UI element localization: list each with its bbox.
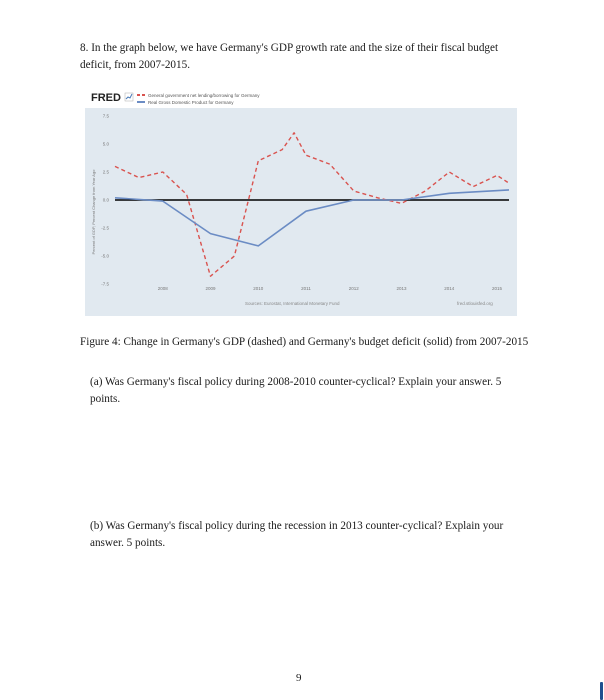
x-tick-label: 2011 — [301, 286, 311, 291]
y-axis-label: Percent of GDP, Percent Change from Year Ago — [91, 169, 96, 255]
legend-label-2: Real Gross Domestic Product for Germany — [148, 100, 234, 105]
chart-svg — [85, 86, 517, 316]
y-tick-label: 2.5 — [102, 169, 109, 175]
x-tick-label: 2013 — [396, 286, 407, 291]
y-tick-label: -7.5 — [101, 281, 109, 287]
fred-chart — [85, 86, 517, 316]
fred-logo: FRED — [91, 92, 121, 104]
chart-site: fred.stlouisfed.org — [457, 301, 493, 306]
question-part-b: (b) Was Germany's fiscal policy during the recession in 2013 counter-cyclical? Explain your answer. 5 points. — [90, 520, 504, 549]
fred-logo-mark-icon — [125, 93, 133, 101]
question-part-a: (a) Was Germany's fiscal policy during 2008-2010 counter-cyclical? Explain your answer. 5 points. — [90, 376, 502, 405]
page-number: 9 — [296, 672, 302, 684]
legend-label-1: General government net lending/borrowing for Germany — [148, 93, 260, 98]
figure-caption: Figure 4: Change in Germany's GDP (dashed) and Germany's budget deficit (solid) from 2007-2015 — [80, 336, 529, 348]
y-tick-group — [101, 114, 109, 287]
x-tick-label: 2014 — [444, 286, 455, 291]
y-tick-label: 5.0 — [102, 141, 109, 147]
x-tick-label: 2012 — [348, 286, 359, 291]
question-8-text: 8. In the graph below, we have Germany's GDP growth rate and the size of their fiscal budget deficit, from 2007-2015. — [80, 42, 499, 71]
x-tick-group — [158, 286, 503, 291]
x-tick-label: 2009 — [205, 286, 216, 291]
x-tick-label: 2008 — [157, 286, 168, 291]
chart-source: Sources: Eurostat, International Monetary Fund — [245, 301, 340, 306]
series-group — [115, 133, 509, 276]
x-tick-label: 2015 — [492, 286, 503, 291]
y-tick-label: -2.5 — [101, 225, 109, 231]
x-tick-label: 2010 — [253, 286, 264, 291]
gdp-series-line — [115, 133, 509, 276]
deficit-series-line — [115, 190, 509, 246]
y-tick-label: 0.0 — [102, 197, 109, 203]
y-tick-label: 7.5 — [102, 113, 109, 119]
scroll-indicator[interactable] — [600, 682, 603, 700]
y-tick-label: -5.0 — [101, 253, 109, 259]
